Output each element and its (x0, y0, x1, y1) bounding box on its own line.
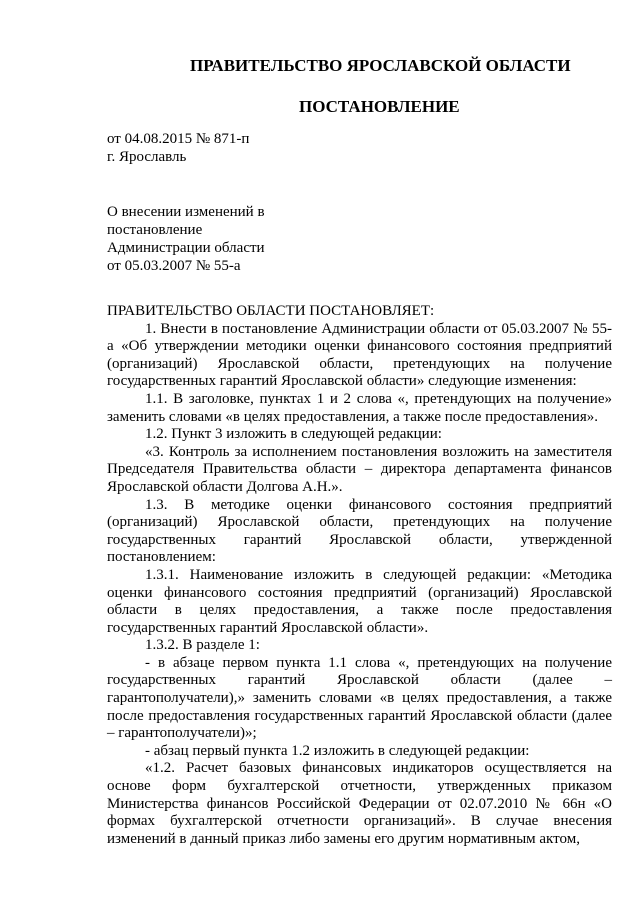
body-paragraph: 1. Внести в постановление Администрации области от 05.03.2007 № 55-а «Об утверждении методики оценки финансового состояния предприятий (организаций) Ярославской области, претендующих на получение государственных гарантий Ярославской области» следующие изменения: (107, 320, 612, 390)
subject-line: от 05.03.2007 № 55-а (107, 258, 241, 274)
body-paragraph: 1.1. В заголовке, пунктах 1 и 2 слова «, претендующих на получение» заменить словами «в целях предоставления, а также после предоставления». (107, 390, 612, 425)
city: г. Ярославль (107, 149, 187, 165)
body-paragraph: 1.3.2. В разделе 1: (145, 637, 260, 654)
body-paragraph: - абзац первый пункта 1.2 изложить в следующей редакции: (145, 742, 530, 759)
body-paragraph: 1.3. В методике оценки финансового состояния предприятий (организаций) Ярославской области, претендующих на получение государственных гарантий Ярославской области, утвержденной постановлением: (107, 496, 612, 566)
body-paragraph: 1.2. Пункт 3 изложить в следующей редакции: (145, 426, 442, 443)
document-type-heading: ПОСТАНОВЛЕНИЕ (299, 97, 460, 116)
document-body (107, 303, 612, 848)
date-number: от 04.08.2015 № 871-п (107, 131, 250, 147)
subject-line: постановление (107, 222, 203, 238)
government-heading: ПРАВИТЕЛЬСТВО ЯРОСЛАВСКОЙ ОБЛАСТИ (190, 56, 571, 75)
body-paragraph: - в абзаце первом пункта 1.1 слова «, претендующих на получение государственных гарантий Ярославской области (далее – гарантополучатели),» заменить словами «в целях предоставления, а также после предоставления государственных гарантий Ярославской области (далее – гарантополучатели)»; (107, 654, 612, 742)
subject-line: Администрации области (107, 240, 265, 256)
body-paragraph: 1.3.1. Наименование изложить в следующей редакции: «Методика оценки финансового состояния предприятий (организаций) Ярославской области в целях предоставления, а также после предоставления государственных гарантий Ярославской области». (107, 566, 612, 636)
decree-intro: ПРАВИТЕЛЬСТВО ОБЛАСТИ ПОСТАНОВЛЯЕТ: (107, 303, 435, 319)
body-paragraph: «1.2. Расчет базовых финансовых индикаторов осуществляется на основе форм бухгалтерской отчетности, утвержденных приказом Министерства финансов Российской Федерации от 02.07.2010 № 66н «О формах бухгалтерской отчетности организаций». В случае внесения изменений в данный приказ либо замены его другим нормативным актом, (107, 760, 612, 847)
subject-line: О внесении изменений в (107, 204, 265, 220)
body-paragraph: «3. Контроль за исполнением постановления возложить на заместителя Председателя Правительства области – директора департамента финансов Ярославской области Долгова А.Н.». (107, 443, 612, 495)
